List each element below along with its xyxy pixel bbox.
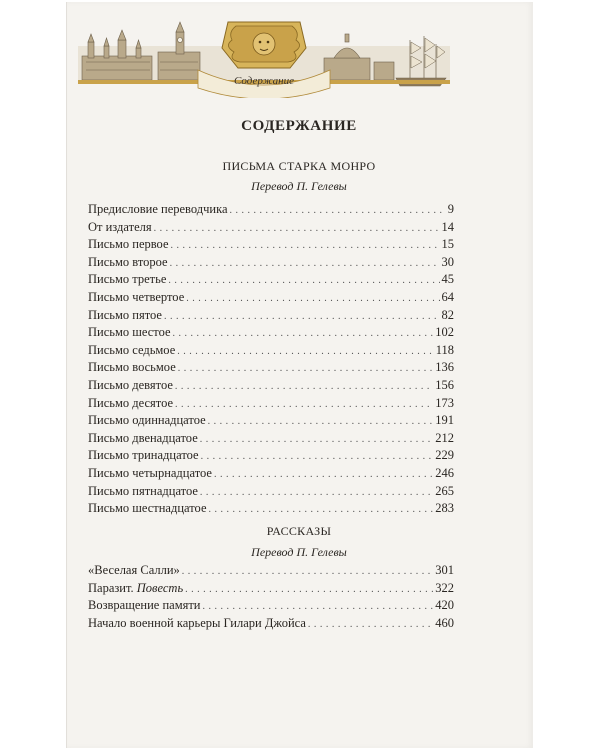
toc-entry-title: Письмо восьмое bbox=[88, 360, 176, 375]
toc-entry-title: Письмо пятое bbox=[88, 307, 162, 322]
leader-dots bbox=[178, 359, 434, 378]
toc-entry-title: Письмо пятнадцатое bbox=[88, 483, 198, 498]
leader-dots bbox=[168, 271, 439, 290]
toc-entry[interactable] bbox=[88, 562, 454, 580]
toc-entry[interactable] bbox=[88, 580, 454, 598]
toc-entry-page: 45 bbox=[441, 272, 454, 287]
toc-entry-title: Предисловие переводчика bbox=[88, 202, 228, 216]
toc-entry[interactable] bbox=[88, 395, 454, 413]
leader-dots bbox=[154, 219, 440, 238]
leader-dots bbox=[214, 465, 433, 484]
toc-entry[interactable] bbox=[88, 201, 454, 219]
toc-entry-page: 212 bbox=[435, 430, 454, 445]
section-heading-letters: ПИСЬМА СТАРКА МОНРО bbox=[222, 159, 376, 173]
toc-entry[interactable] bbox=[88, 430, 454, 448]
contents-heading: СОДЕРЖАНИЕ bbox=[241, 118, 357, 134]
toc-entry[interactable] bbox=[88, 465, 454, 483]
toc-entry-page: 229 bbox=[435, 448, 454, 463]
toc-entry-page: 15 bbox=[441, 237, 454, 252]
toc-entry[interactable] bbox=[88, 219, 454, 237]
toc-entry-title: Возвращение памяти bbox=[88, 598, 201, 613]
toc-entry-page: 420 bbox=[435, 598, 454, 613]
toc-entry-page: 14 bbox=[441, 219, 454, 234]
toc-entry-page: 460 bbox=[435, 615, 454, 630]
toc-entry-title: Письмо второе bbox=[88, 254, 168, 269]
toc-entry-page: 265 bbox=[435, 483, 454, 498]
leader-dots bbox=[209, 500, 434, 519]
leader-dots bbox=[201, 447, 434, 466]
toc-entry-title: «Веселая Салли» bbox=[88, 563, 180, 577]
leader-dots bbox=[185, 580, 433, 599]
leader-dots bbox=[186, 289, 439, 308]
toc-entry[interactable] bbox=[88, 236, 454, 254]
toc-entry-title: Паразит. bbox=[88, 580, 134, 595]
toc-list-stories bbox=[88, 562, 454, 632]
toc-entry-page: 82 bbox=[441, 307, 454, 322]
toc-entry[interactable] bbox=[88, 447, 454, 465]
toc-entry-page: 322 bbox=[435, 580, 454, 595]
leader-dots bbox=[200, 483, 433, 502]
toc-entry[interactable] bbox=[88, 597, 454, 615]
leader-dots bbox=[173, 324, 434, 343]
toc-entry[interactable] bbox=[88, 324, 454, 342]
toc-entry-title: Письмо третье bbox=[88, 272, 167, 287]
toc-entry-title: Письмо тринадцатое bbox=[88, 448, 199, 463]
toc-entry[interactable] bbox=[88, 289, 454, 307]
toc-entry-page: 30 bbox=[441, 254, 454, 269]
leader-dots bbox=[171, 236, 440, 255]
leader-dots bbox=[177, 342, 433, 361]
toc-entry-page: 102 bbox=[435, 325, 454, 340]
toc-entry-title: Письмо первое bbox=[88, 237, 169, 252]
toc-entry-page: 191 bbox=[435, 413, 454, 428]
header-banner-illustration bbox=[78, 18, 450, 98]
section-heading-stories: РАССКАЗЫ bbox=[266, 524, 332, 538]
leader-dots bbox=[203, 597, 434, 616]
toc-entry-page: 246 bbox=[435, 465, 454, 480]
leader-dots bbox=[182, 562, 433, 581]
toc-entry[interactable] bbox=[88, 307, 454, 325]
toc-entry-title: От издателя bbox=[88, 219, 152, 234]
section-translator-stories: Перевод П. Гелевы bbox=[251, 545, 347, 559]
toc-entry[interactable] bbox=[88, 254, 454, 272]
toc-entry[interactable] bbox=[88, 483, 454, 501]
toc-entry-title: Начало военной карьеры Гилари Джойса bbox=[88, 615, 306, 630]
toc-entry-page: 283 bbox=[435, 501, 454, 516]
leader-dots bbox=[175, 377, 433, 396]
leader-dots bbox=[200, 430, 434, 449]
toc-entry-title: Письмо шестое bbox=[88, 325, 171, 340]
toc-entry-page: 136 bbox=[435, 360, 454, 375]
toc-entry-title: Письмо шестнадцатое bbox=[88, 501, 207, 516]
toc-entry[interactable] bbox=[88, 500, 454, 518]
toc-entry-title: Письмо десятое bbox=[88, 395, 174, 410]
running-header-title: Содержание bbox=[233, 75, 294, 87]
leader-dots bbox=[170, 254, 440, 273]
toc-entry[interactable] bbox=[88, 412, 454, 430]
leader-dots bbox=[308, 615, 433, 634]
toc-entry-genre: Повесть bbox=[136, 580, 184, 595]
lion-crest-icon bbox=[222, 22, 306, 68]
toc-list-letters bbox=[88, 201, 454, 518]
toc-entry-page: 9 bbox=[447, 202, 454, 216]
toc-entry[interactable] bbox=[88, 342, 454, 360]
section-translator-letters: Перевод П. Гелевы bbox=[251, 179, 347, 193]
toc-entry[interactable] bbox=[88, 615, 454, 633]
toc-entry-page: 156 bbox=[435, 377, 454, 392]
toc-entry-title: Письмо седьмое bbox=[88, 342, 176, 357]
toc-entry-title: Письмо двенадцатое bbox=[88, 430, 198, 445]
leader-dots bbox=[208, 412, 434, 431]
leader-dots bbox=[164, 307, 440, 326]
toc-entry-title: Письмо одиннадцатое bbox=[88, 413, 206, 428]
toc-entry[interactable] bbox=[88, 271, 454, 289]
leader-dots bbox=[230, 201, 446, 220]
toc-entry-page: 173 bbox=[435, 395, 454, 410]
toc-entry-page: 64 bbox=[441, 289, 454, 304]
leader-dots bbox=[175, 395, 433, 414]
toc-entry-page: 301 bbox=[435, 563, 454, 577]
toc-entry[interactable] bbox=[88, 359, 454, 377]
toc-entry-title: Письмо девятое bbox=[88, 377, 173, 392]
toc-entry[interactable] bbox=[88, 377, 454, 395]
toc-entry-title: Письмо четырнадцатое bbox=[88, 465, 212, 480]
toc-entry-page: 118 bbox=[435, 342, 454, 357]
toc-entry-title: Письмо четвертое bbox=[88, 289, 185, 304]
